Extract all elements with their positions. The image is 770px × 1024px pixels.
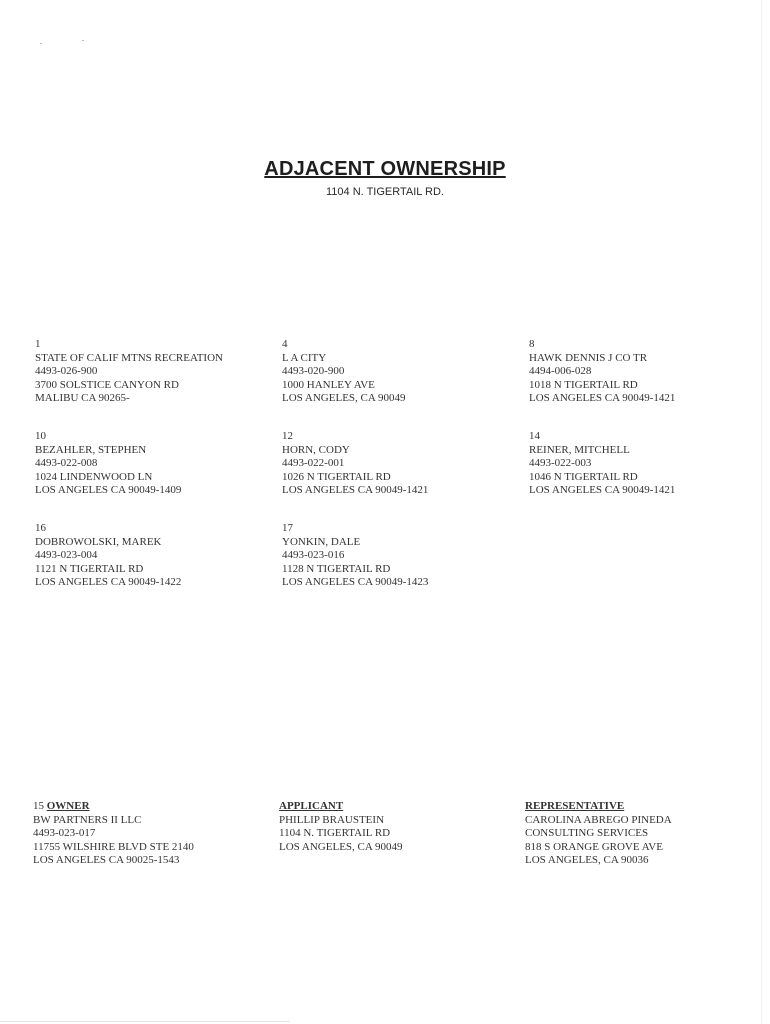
parcel-entry bbox=[35, 430, 181, 498]
owner-name: L A CITY bbox=[282, 351, 327, 364]
scan-speck bbox=[40, 43, 42, 44]
street-address: 1000 HANLEY AVE bbox=[282, 378, 375, 391]
parcel-number: 12 bbox=[282, 430, 293, 442]
city-state-zip: LOS ANGELES, CA 90049 bbox=[282, 392, 406, 405]
subject-address: 1104 N. TIGERTAIL RD. bbox=[326, 186, 444, 198]
parcel-number: 10 bbox=[35, 430, 46, 442]
parcel-entry bbox=[529, 430, 675, 498]
street-address: 1104 N. TIGERTAIL RD bbox=[279, 827, 391, 840]
parcel-apn: 4493-023-017 bbox=[33, 827, 96, 840]
city-state-zip: LOS ANGELES CA 90049-1421 bbox=[529, 484, 676, 497]
parcel-number: 16 bbox=[35, 522, 46, 534]
city-state-zip: LOS ANGELES CA 90025-1543 bbox=[33, 854, 180, 867]
owner-name: BEZAHLER, STEPHEN bbox=[35, 443, 147, 456]
street-address: 3700 SOLSTICE CANYON RD bbox=[35, 378, 179, 391]
parcel-number: 1 bbox=[35, 338, 41, 350]
parcel-number: 4 bbox=[282, 338, 288, 350]
owner-name: HORN, CODY bbox=[282, 443, 350, 456]
owner-label: OWNER bbox=[46, 800, 90, 812]
page-title: ADJACENT OWNERSHIP bbox=[264, 158, 506, 180]
owner-name: STATE OF CALIF MTNS RECREATION bbox=[35, 351, 223, 364]
owner-name: DOBROWOLSKI, MAREK bbox=[35, 535, 162, 548]
parcel-entry bbox=[282, 430, 428, 498]
parcel-apn: 4493-022-001 bbox=[282, 457, 345, 470]
owner-heading bbox=[33, 800, 194, 814]
street-address: 11755 WILSHIRE BLVD STE 2140 bbox=[33, 840, 194, 853]
city-state-zip: LOS ANGELES, CA 90036 bbox=[525, 854, 649, 867]
owner-entry bbox=[33, 800, 194, 868]
parcel-number: 15 bbox=[33, 800, 44, 812]
representative-name: CAROLINA ABREGO PINEDA bbox=[525, 813, 672, 826]
street-address: 1046 N TIGERTAIL RD bbox=[529, 470, 638, 483]
parcel-apn: 4493-020-900 bbox=[282, 365, 345, 378]
scan-speck bbox=[82, 40, 84, 41]
owner-name: BW PARTNERS II LLC bbox=[33, 813, 142, 826]
parcel-apn: 4493-023-004 bbox=[35, 549, 98, 562]
street-address: 1128 N TIGERTAIL RD bbox=[282, 562, 391, 575]
parcel-number: 14 bbox=[529, 430, 540, 442]
parcel-number: 8 bbox=[529, 338, 535, 350]
street-address: 1018 N TIGERTAIL RD bbox=[529, 378, 638, 391]
city-state-zip: LOS ANGELES, CA 90049 bbox=[279, 840, 403, 853]
parcel-entry bbox=[282, 338, 405, 406]
city-state-zip: LOS ANGELES CA 90049-1421 bbox=[529, 392, 676, 405]
street-address: 1026 N TIGERTAIL RD bbox=[282, 470, 391, 483]
city-state-zip: LOS ANGELES CA 90049-1409 bbox=[35, 484, 182, 497]
parcel-apn: 4493-026-900 bbox=[35, 365, 98, 378]
parcel-entry bbox=[282, 522, 428, 590]
parcel-entry bbox=[529, 338, 675, 406]
representative-entry bbox=[525, 800, 672, 868]
city-state-zip: LOS ANGELES CA 90049-1421 bbox=[282, 484, 429, 497]
city-state-zip: MALIBU CA 90265- bbox=[35, 392, 130, 405]
parcel-apn: 4493-023-016 bbox=[282, 549, 345, 562]
parcel-entry bbox=[35, 522, 181, 590]
owner-name: HAWK DENNIS J CO TR bbox=[529, 351, 648, 364]
parcel-apn: 4494-006-028 bbox=[529, 365, 592, 378]
street-address: 1121 N TIGERTAIL RD bbox=[35, 562, 144, 575]
parcel-entry bbox=[35, 338, 223, 406]
parcel-number: 17 bbox=[282, 522, 293, 534]
owner-name: REINER, MITCHELL bbox=[529, 443, 630, 456]
city-state-zip: LOS ANGELES CA 90049-1423 bbox=[282, 576, 429, 589]
city-state-zip: LOS ANGELES CA 90049-1422 bbox=[35, 576, 182, 589]
street-address: 1024 LINDENWOOD LN bbox=[35, 470, 153, 483]
applicant-name: PHILLIP BRAUSTEIN bbox=[279, 813, 385, 826]
applicant-label: APPLICANT bbox=[279, 800, 344, 812]
scan-edge bbox=[761, 0, 762, 1024]
representative-company: CONSULTING SERVICES bbox=[525, 827, 649, 840]
representative-label: REPRESENTATIVE bbox=[525, 800, 625, 812]
parcel-apn: 4493-022-003 bbox=[529, 457, 592, 470]
scan-edge bbox=[0, 1021, 290, 1022]
applicant-entry bbox=[279, 800, 402, 854]
parcel-apn: 4493-022-008 bbox=[35, 457, 98, 470]
street-address: 818 S ORANGE GROVE AVE bbox=[525, 840, 663, 853]
owner-name: YONKIN, DALE bbox=[282, 535, 361, 548]
